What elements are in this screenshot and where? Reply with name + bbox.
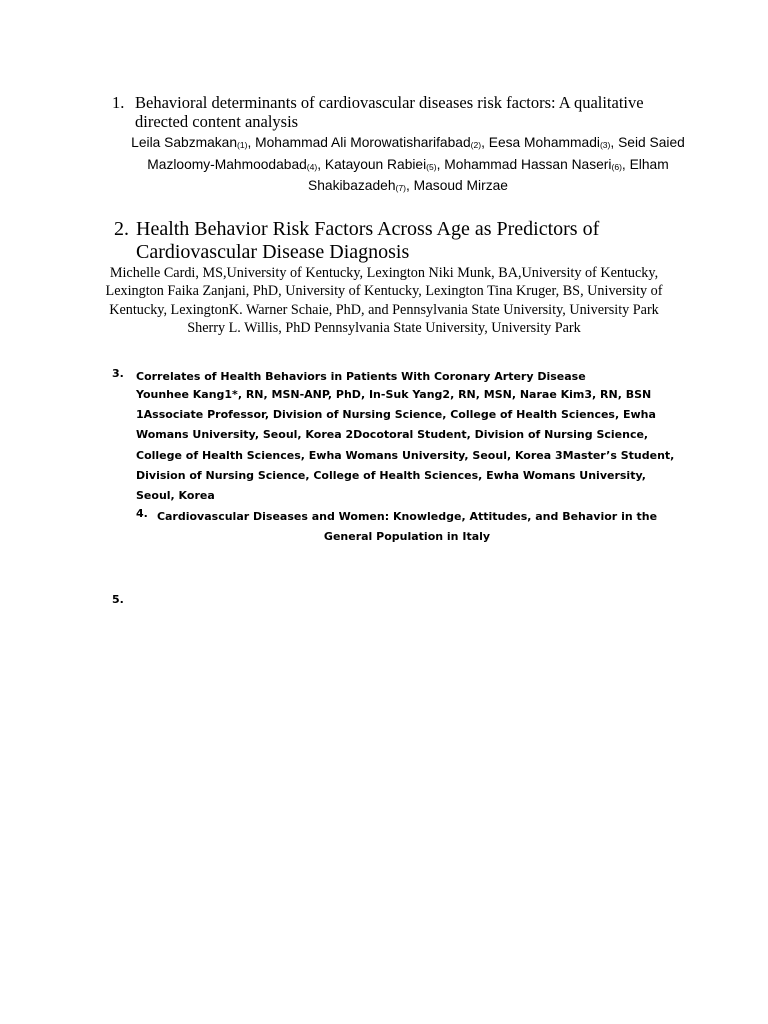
author-ref: (5) <box>426 161 437 172</box>
author-ref: (4) <box>306 161 318 172</box>
entry-3-number: 3. <box>112 367 124 380</box>
author-ref: (1) <box>237 140 248 151</box>
entry-3-title: Correlates of Health Behaviors in Patients With Coronary Artery Disease <box>136 370 586 383</box>
author-ref: (6) <box>611 161 622 172</box>
author-name: Mohammad Ali Morowatisharifabad <box>255 135 471 150</box>
entry-3-authors: Younhee Kang1*, RN, MSN-ANP, PhD, In-Suk Yang2, RN, MSN, Narae Kim3, RN, BSN 1Associate Professor, Division of Nursing Science, College of Health Sciences, Ewha Womans University, Seoul, Korea 2Docotoral Student, Division of Nursing Science, College of Health Sciences, Ewha Womans University, Seoul, Korea 3Master’s Student, Division of Nursing Science, College of Health Sciences, Ewha Womans University, Seoul, Korea <box>136 388 675 503</box>
entry-1-title: Behavioral determinants of cardiovascular diseases risk factors: A qualitative directed content analysis <box>135 93 644 131</box>
author-name: Seid Saied Mazloomy-Mahmoodabad <box>147 135 685 172</box>
author-ref: (2) <box>470 140 482 151</box>
author-name: Leila Sabzmakan <box>131 135 238 150</box>
entry-1-authors: Leila Sabzmakan$_{(1)}$, Mohammad Ali Morowatisharifabad$_{(2)}$, Eesa Mohammadi$_{(3)}$, Seid Saied Mazloomy-Mahmoodabad$_{(4)}$, Katayoun Rabiei$_{(5)}$, Mohammad Hassan Naseri$_{(6)}$, Elham Shakibazadeh$_{(7)}$, Masoud Mirzae <box>131 135 685 194</box>
entry-2-title: Health Behavior Risk Factors Across Age as Predictors of Cardiovascular Disease Diagnosis <box>136 218 600 263</box>
author-name: Eesa Mohammadi <box>488 135 600 150</box>
author-name: Elham Shakibazadeh <box>308 156 669 193</box>
entry-5-number: 5. <box>112 593 124 606</box>
entry-2-number: 2. <box>114 218 129 240</box>
author-name: Mohammad Hassan Naseri <box>444 156 612 172</box>
author-name: Katayoun Rabiei <box>324 156 427 172</box>
entry-2-authors: Michelle Cardi, MS,University of Kentucky, Lexington Niki Munk, BA,University of Kentucky, Lexington Faika Zanjani, PhD, University of Kentucky, Lexington Tina Kruger, BS, University of Kentucky, LexingtonK. Warner Schaie, PhD, and Pennsylvania State University, University Park Sherry L. Willis, PhD Pennsylvania State University, University Park <box>105 265 663 337</box>
author-name: Masoud Mirzae <box>413 178 508 193</box>
entry-1-number: 1. <box>112 93 125 112</box>
author-ref: (7) <box>395 183 406 194</box>
entry-4-number: 4. <box>136 507 148 520</box>
entry-4-title: Cardiovascular Diseases and Women: Knowledge, Attitudes, and Behavior in the General Population in Italy <box>156 510 658 543</box>
author-ref: (3) <box>599 140 611 151</box>
